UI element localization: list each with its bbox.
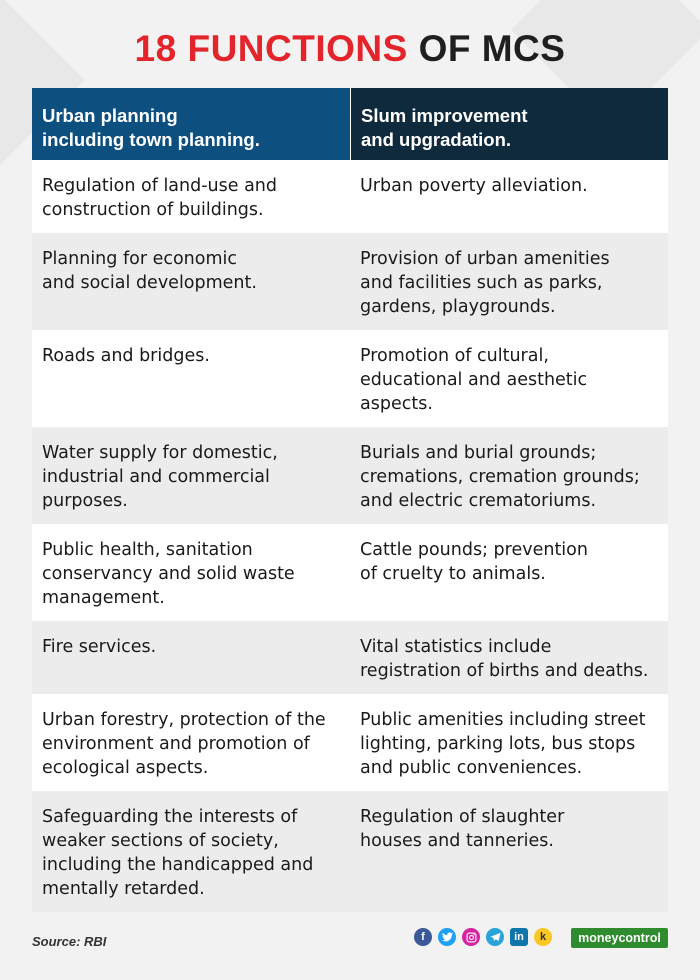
table-header-row bbox=[32, 88, 668, 160]
koo-icon[interactable]: k bbox=[534, 928, 552, 946]
function-cell-right: Urban poverty alleviation. bbox=[360, 176, 588, 196]
table-row bbox=[32, 524, 668, 621]
linkedin-icon[interactable]: in bbox=[510, 928, 528, 946]
twitter-icon[interactable] bbox=[438, 928, 456, 946]
page-title bbox=[0, 24, 700, 74]
title-rest: OF MCS bbox=[418, 28, 566, 69]
function-cell-left: Urban forestry, protection of the environment and promotion of ecological aspects. bbox=[42, 710, 326, 778]
table-row bbox=[32, 694, 668, 791]
table-row bbox=[32, 233, 668, 330]
function-cell-right: Provision of urban amenities and facilities such as parks, gardens, playgrounds. bbox=[360, 249, 610, 317]
functions-table bbox=[32, 88, 668, 912]
function-cell-left: Roads and bridges. bbox=[42, 346, 210, 366]
function-cell-left: Fire services. bbox=[42, 637, 157, 657]
social-icons bbox=[414, 928, 552, 946]
function-cell-right: Cattle pounds; prevention of cruelty to animals. bbox=[360, 540, 588, 584]
function-cell-right: Promotion of cultural, educational and aesthetic aspects. bbox=[360, 346, 588, 414]
instagram-icon[interactable] bbox=[462, 928, 480, 946]
table-row bbox=[32, 330, 668, 427]
function-cell-right: Burials and burial grounds; cremations, cremation grounds; and electric crematoriums. bbox=[360, 443, 640, 511]
source-credit: Source: RBI bbox=[32, 934, 107, 949]
table-row bbox=[32, 160, 668, 233]
function-cell-left: Water supply for domestic, industrial and commercial purposes. bbox=[42, 443, 278, 511]
table-row bbox=[32, 621, 668, 694]
telegram-icon[interactable] bbox=[486, 928, 504, 946]
table-row bbox=[32, 427, 668, 524]
function-cell-right: Public amenities including street lighting, parking lots, bus stops and public conveniences. bbox=[360, 710, 646, 778]
table-row bbox=[32, 791, 668, 912]
function-cell-right: Vital statistics include registration of births and deaths. bbox=[360, 637, 649, 681]
brand-logo: moneycontrol bbox=[571, 928, 668, 948]
function-cell-left: Planning for economic and social development. bbox=[42, 249, 257, 293]
header-cell-right: Slum improvement and upgradation. bbox=[350, 88, 668, 160]
facebook-icon[interactable]: f bbox=[414, 928, 432, 946]
header-cell-left: Urban planning including town planning. bbox=[32, 88, 350, 160]
function-cell-left: Safeguarding the interests of weaker sections of society, including the handicapped and mentally retarded. bbox=[42, 807, 314, 899]
function-cell-left: Public health, sanitation conservancy and solid waste management. bbox=[42, 540, 295, 608]
function-cell-right: Regulation of slaughter houses and tanneries. bbox=[360, 807, 565, 851]
function-cell-left: Regulation of land-use and construction of buildings. bbox=[42, 176, 278, 220]
title-highlight: 18 FUNCTIONS bbox=[134, 28, 408, 69]
